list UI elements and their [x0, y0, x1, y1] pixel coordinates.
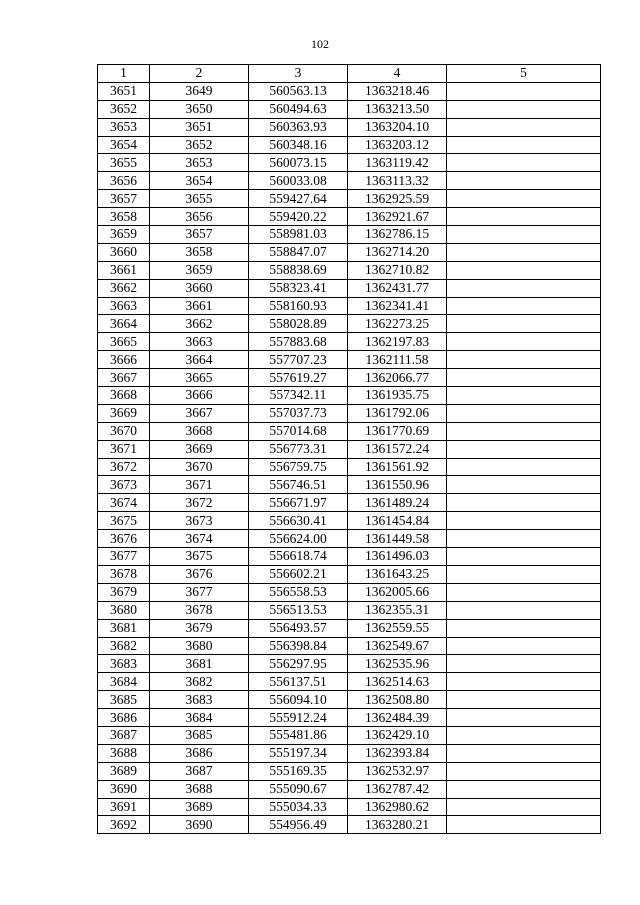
- table-row: [98, 369, 601, 387]
- table-row: [98, 744, 601, 762]
- table-cell: 3690: [150, 816, 249, 834]
- table-cell: 3672: [98, 458, 150, 476]
- table-cell: 1363280.21: [348, 816, 447, 834]
- table-cell: 3669: [150, 440, 249, 458]
- table-row: [98, 387, 601, 405]
- table-row: [98, 315, 601, 333]
- table-cell: 1362429.10: [348, 726, 447, 744]
- table-cell: 1361454.84: [348, 512, 447, 530]
- table-cell: [447, 100, 601, 118]
- table-cell: 3670: [150, 458, 249, 476]
- table-row: [98, 172, 601, 190]
- table-row: [98, 565, 601, 583]
- table-cell: 558981.03: [249, 226, 348, 244]
- table-cell: 3660: [150, 279, 249, 297]
- table-row: [98, 709, 601, 727]
- table-cell: [447, 261, 601, 279]
- table-cell: 3665: [150, 369, 249, 387]
- table-cell: [447, 440, 601, 458]
- table-cell: 556513.53: [249, 601, 348, 619]
- table-cell: 558323.41: [249, 279, 348, 297]
- table-cell: [447, 762, 601, 780]
- table-cell: 3682: [150, 673, 249, 691]
- table-cell: 1362559.55: [348, 619, 447, 637]
- table-cell: 3653: [150, 154, 249, 172]
- table-cell: 3666: [98, 351, 150, 369]
- table-cell: 1362005.66: [348, 583, 447, 601]
- table-cell: 1362710.82: [348, 261, 447, 279]
- table-cell: 1361935.75: [348, 387, 447, 405]
- table-cell: 3677: [150, 583, 249, 601]
- table-cell: 3675: [150, 548, 249, 566]
- table-cell: [447, 333, 601, 351]
- table-cell: 3652: [98, 100, 150, 118]
- table-row: [98, 422, 601, 440]
- table-row: [98, 118, 601, 136]
- table-cell: 3651: [150, 118, 249, 136]
- table-cell: 3662: [98, 279, 150, 297]
- table-cell: 3690: [98, 780, 150, 798]
- table-cell: 3683: [98, 655, 150, 673]
- table-cell: 3665: [98, 333, 150, 351]
- table-cell: 1361489.24: [348, 494, 447, 512]
- table-cell: 556137.51: [249, 673, 348, 691]
- table-cell: [447, 565, 601, 583]
- table-cell: 557342.11: [249, 387, 348, 405]
- table-cell: [447, 154, 601, 172]
- table-cell: 3685: [98, 691, 150, 709]
- table-cell: [447, 351, 601, 369]
- table-cell: 1362341.41: [348, 297, 447, 315]
- table-cell: [447, 118, 601, 136]
- table-cell: 558028.89: [249, 315, 348, 333]
- table-cell: 556773.31: [249, 440, 348, 458]
- table-cell: 1361770.69: [348, 422, 447, 440]
- header-row: [98, 65, 601, 83]
- table-cell: 560033.08: [249, 172, 348, 190]
- table-cell: 3674: [150, 530, 249, 548]
- table-row: [98, 619, 601, 637]
- table-cell: 554956.49: [249, 816, 348, 834]
- table-cell: 556558.53: [249, 583, 348, 601]
- table-cell: 3660: [98, 243, 150, 261]
- table-row: [98, 673, 601, 691]
- table-cell: [447, 226, 601, 244]
- table-cell: 558160.93: [249, 297, 348, 315]
- table-cell: 3655: [150, 190, 249, 208]
- table-cell: 557619.27: [249, 369, 348, 387]
- column-header: 5: [447, 65, 601, 83]
- table-cell: 3689: [150, 798, 249, 816]
- table-row: [98, 691, 601, 709]
- table-cell: 3687: [150, 762, 249, 780]
- table-body: [98, 82, 601, 833]
- table-cell: 3651: [98, 82, 150, 100]
- table-row: [98, 530, 601, 548]
- table-cell: [447, 601, 601, 619]
- table-cell: 1362786.15: [348, 226, 447, 244]
- table-cell: 1362980.62: [348, 798, 447, 816]
- table-cell: [447, 691, 601, 709]
- table-cell: 1361496.03: [348, 548, 447, 566]
- table-cell: 1363218.46: [348, 82, 447, 100]
- table-cell: 3662: [150, 315, 249, 333]
- table-cell: 1362197.83: [348, 333, 447, 351]
- table-cell: 3683: [150, 691, 249, 709]
- table-cell: 1361643.25: [348, 565, 447, 583]
- table-cell: [447, 530, 601, 548]
- table-cell: [447, 172, 601, 190]
- table-cell: 557014.68: [249, 422, 348, 440]
- table-cell: 3678: [150, 601, 249, 619]
- table-cell: 560494.63: [249, 100, 348, 118]
- table-cell: 3649: [150, 82, 249, 100]
- table-row: [98, 243, 601, 261]
- table-cell: 3689: [98, 762, 150, 780]
- table-row: [98, 512, 601, 530]
- table-cell: 3663: [150, 333, 249, 351]
- table-cell: 556759.75: [249, 458, 348, 476]
- table-cell: 3661: [150, 297, 249, 315]
- column-header: 1: [98, 65, 150, 83]
- table-cell: [447, 726, 601, 744]
- table-cell: 560363.93: [249, 118, 348, 136]
- table-cell: 3656: [98, 172, 150, 190]
- table-cell: 1363113.32: [348, 172, 447, 190]
- table-cell: 3654: [150, 172, 249, 190]
- table-row: [98, 297, 601, 315]
- table-cell: 1362393.84: [348, 744, 447, 762]
- table-cell: [447, 709, 601, 727]
- coordinates-table: [97, 64, 601, 834]
- table-cell: 1363213.50: [348, 100, 447, 118]
- table-cell: [447, 190, 601, 208]
- table-cell: 3668: [98, 387, 150, 405]
- table-row: [98, 798, 601, 816]
- table-cell: 3672: [150, 494, 249, 512]
- table-cell: 1362508.80: [348, 691, 447, 709]
- table-cell: 1362787.42: [348, 780, 447, 798]
- table-cell: 3684: [150, 709, 249, 727]
- table-cell: 1362484.39: [348, 709, 447, 727]
- table-cell: 3652: [150, 136, 249, 154]
- table-cell: 556094.10: [249, 691, 348, 709]
- table-row: [98, 816, 601, 834]
- table-cell: 3667: [98, 369, 150, 387]
- table-cell: [447, 512, 601, 530]
- table-cell: 1361572.24: [348, 440, 447, 458]
- table-cell: 556671.97: [249, 494, 348, 512]
- table-cell: 1362921.67: [348, 208, 447, 226]
- table-cell: 3688: [150, 780, 249, 798]
- table-cell: 3650: [150, 100, 249, 118]
- table-cell: 3670: [98, 422, 150, 440]
- table-cell: 3680: [150, 637, 249, 655]
- table-cell: 558838.69: [249, 261, 348, 279]
- table-cell: [447, 548, 601, 566]
- table-row: [98, 190, 601, 208]
- page-number: 102: [311, 37, 329, 51]
- table-cell: 3680: [98, 601, 150, 619]
- table-row: [98, 440, 601, 458]
- table-cell: 3691: [98, 798, 150, 816]
- table-cell: 1362355.31: [348, 601, 447, 619]
- table-row: [98, 226, 601, 244]
- table-cell: [447, 619, 601, 637]
- table-cell: [447, 315, 601, 333]
- table-cell: 3678: [98, 565, 150, 583]
- table-cell: 3684: [98, 673, 150, 691]
- table-cell: 3692: [98, 816, 150, 834]
- table-cell: 3654: [98, 136, 150, 154]
- table-cell: [447, 404, 601, 422]
- table-cell: 3682: [98, 637, 150, 655]
- table-cell: 3685: [150, 726, 249, 744]
- table-cell: [447, 816, 601, 834]
- table-cell: 560563.13: [249, 82, 348, 100]
- table-cell: 1362066.77: [348, 369, 447, 387]
- table-cell: 1363204.10: [348, 118, 447, 136]
- table-cell: 3663: [98, 297, 150, 315]
- table-row: [98, 548, 601, 566]
- table-cell: 3686: [98, 709, 150, 727]
- table-cell: 3668: [150, 422, 249, 440]
- table-cell: [447, 82, 601, 100]
- table-row: [98, 655, 601, 673]
- table-cell: 3671: [98, 440, 150, 458]
- table-cell: [447, 136, 601, 154]
- table-cell: 3677: [98, 548, 150, 566]
- table-row: [98, 494, 601, 512]
- table-cell: 3661: [98, 261, 150, 279]
- table-row: [98, 82, 601, 100]
- table-cell: 1362273.25: [348, 315, 447, 333]
- table-cell: 3673: [150, 512, 249, 530]
- table-cell: [447, 494, 601, 512]
- table-cell: 555197.34: [249, 744, 348, 762]
- table-cell: 556602.21: [249, 565, 348, 583]
- table-cell: 1361792.06: [348, 404, 447, 422]
- table-cell: 3676: [98, 530, 150, 548]
- table-row: [98, 637, 601, 655]
- column-header: 3: [249, 65, 348, 83]
- table-cell: 556630.41: [249, 512, 348, 530]
- table-cell: [447, 369, 601, 387]
- table-cell: 558847.07: [249, 243, 348, 261]
- table-cell: 557707.23: [249, 351, 348, 369]
- table-cell: 3659: [150, 261, 249, 279]
- table-cell: 3657: [150, 226, 249, 244]
- table-cell: 3681: [98, 619, 150, 637]
- table-cell: 3657: [98, 190, 150, 208]
- table-cell: 560348.16: [249, 136, 348, 154]
- table-cell: [447, 655, 601, 673]
- table-cell: 1362111.58: [348, 351, 447, 369]
- table-cell: 555481.86: [249, 726, 348, 744]
- table-cell: 3653: [98, 118, 150, 136]
- table-cell: 3664: [98, 315, 150, 333]
- table-cell: 3679: [150, 619, 249, 637]
- table-row: [98, 154, 601, 172]
- table-cell: 555169.35: [249, 762, 348, 780]
- table-cell: [447, 279, 601, 297]
- table-cell: [447, 673, 601, 691]
- table-row: [98, 208, 601, 226]
- table-cell: 3655: [98, 154, 150, 172]
- table-row: [98, 458, 601, 476]
- table-cell: 1361449.58: [348, 530, 447, 548]
- table-cell: 1362714.20: [348, 243, 447, 261]
- table-cell: 1361561.92: [348, 458, 447, 476]
- table-cell: 3671: [150, 476, 249, 494]
- table-cell: 3679: [98, 583, 150, 601]
- table-cell: 3681: [150, 655, 249, 673]
- table-cell: [447, 297, 601, 315]
- table-cell: 3656: [150, 208, 249, 226]
- table-cell: 3658: [150, 243, 249, 261]
- table-cell: [447, 243, 601, 261]
- table-cell: 1362535.96: [348, 655, 447, 673]
- table-cell: 3687: [98, 726, 150, 744]
- column-header: 2: [150, 65, 249, 83]
- table-cell: [447, 744, 601, 762]
- table-cell: [447, 458, 601, 476]
- table-cell: 3667: [150, 404, 249, 422]
- table-cell: 556297.95: [249, 655, 348, 673]
- table-cell: 560073.15: [249, 154, 348, 172]
- table-cell: 3675: [98, 512, 150, 530]
- table-cell: 3669: [98, 404, 150, 422]
- table-cell: [447, 422, 601, 440]
- table-cell: 1362532.97: [348, 762, 447, 780]
- table-cell: 3688: [98, 744, 150, 762]
- table-cell: [447, 476, 601, 494]
- table-cell: 1362514.63: [348, 673, 447, 691]
- table-cell: [447, 780, 601, 798]
- table-cell: 555034.33: [249, 798, 348, 816]
- table-cell: 1362925.59: [348, 190, 447, 208]
- table-cell: 3673: [98, 476, 150, 494]
- table-cell: 3658: [98, 208, 150, 226]
- table-cell: 556624.00: [249, 530, 348, 548]
- table-cell: 555912.24: [249, 709, 348, 727]
- table-row: [98, 279, 601, 297]
- table-row: [98, 351, 601, 369]
- table-cell: 1362549.67: [348, 637, 447, 655]
- table-row: [98, 100, 601, 118]
- table-cell: 3666: [150, 387, 249, 405]
- table-cell: 556618.74: [249, 548, 348, 566]
- table-cell: 559427.64: [249, 190, 348, 208]
- table-cell: 1362431.77: [348, 279, 447, 297]
- table-row: [98, 601, 601, 619]
- table-cell: [447, 798, 601, 816]
- table-cell: 3659: [98, 226, 150, 244]
- table-cell: [447, 208, 601, 226]
- table-cell: 556746.51: [249, 476, 348, 494]
- table-cell: 556493.57: [249, 619, 348, 637]
- table-cell: [447, 583, 601, 601]
- table-row: [98, 404, 601, 422]
- table-row: [98, 333, 601, 351]
- table-row: [98, 780, 601, 798]
- table-cell: 556398.84: [249, 637, 348, 655]
- table-cell: 555090.67: [249, 780, 348, 798]
- table-cell: 557883.68: [249, 333, 348, 351]
- table-cell: [447, 387, 601, 405]
- table-row: [98, 476, 601, 494]
- table-cell: [447, 637, 601, 655]
- table-row: [98, 726, 601, 744]
- column-header: 4: [348, 65, 447, 83]
- table-cell: 3676: [150, 565, 249, 583]
- table-cell: 557037.73: [249, 404, 348, 422]
- table-cell: 3664: [150, 351, 249, 369]
- table-cell: 559420.22: [249, 208, 348, 226]
- table-cell: 1361550.96: [348, 476, 447, 494]
- table-row: [98, 261, 601, 279]
- table-cell: 3686: [150, 744, 249, 762]
- table-cell: 1363203.12: [348, 136, 447, 154]
- table-row: [98, 762, 601, 780]
- table-row: [98, 583, 601, 601]
- table-cell: 3674: [98, 494, 150, 512]
- table-row: [98, 136, 601, 154]
- table-cell: 1363119.42: [348, 154, 447, 172]
